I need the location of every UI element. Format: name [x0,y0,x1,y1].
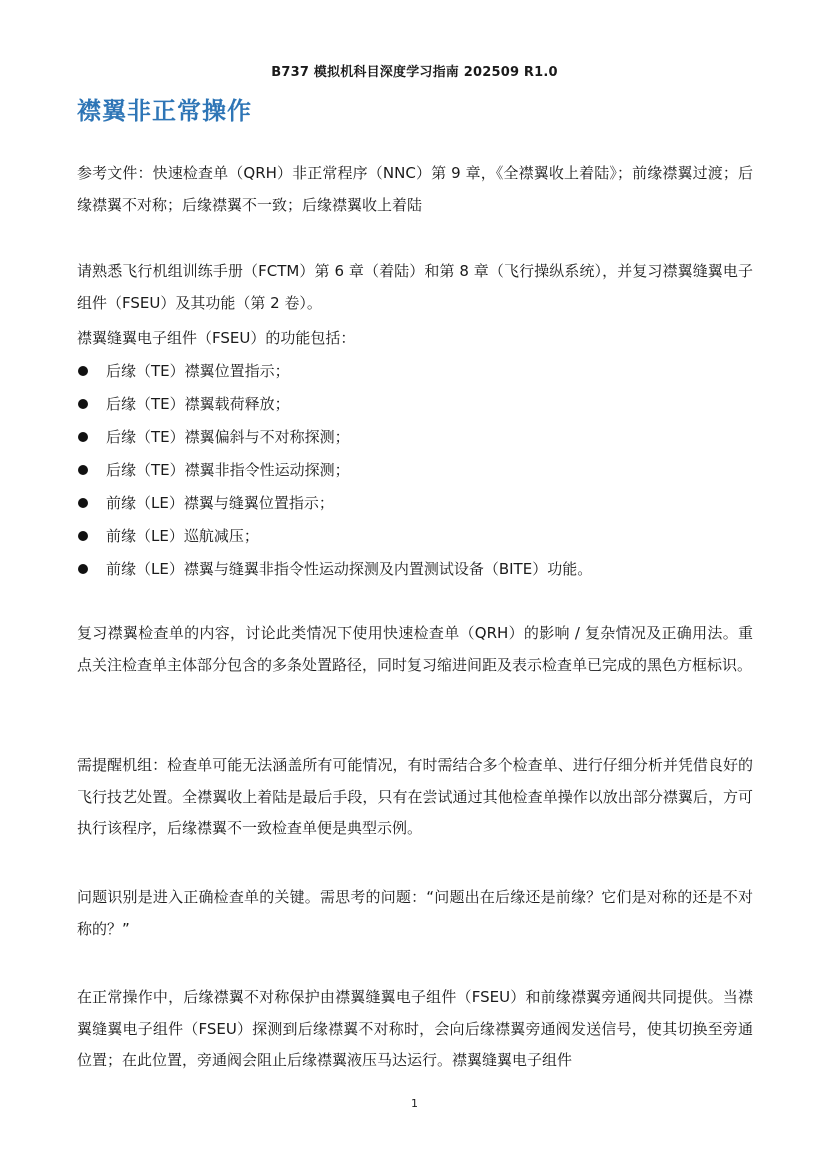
page-header: B737 模拟机科目深度学习指南 202509 R1.0 [271,65,558,80]
list-item-text: 前缘（LE）巡航减压； [106,527,259,545]
list-item [77,553,767,586]
bullet-icon [78,432,88,442]
reference-paragraph: 参考文件：快速检查单（QRH）非正常程序（NNC）第 9 章，《全襟翼收上着陆》；前缘襟翼过渡；后缘襟翼不对称；后缘襟翼不一致；后缘襟翼收上着陆 [77,164,753,214]
list-item [77,421,767,454]
bullet-icon [78,366,88,376]
list-item [77,487,767,520]
page-title: 襟翼非正常操作 [77,97,252,125]
checklist-review-paragraph: 复习襟翼检查单的内容，讨论此类情况下使用快速检查单（QRH）的影响 / 复杂情况及正确用法。重点关注检查单主体部分包含的多条处置路径，同时复习缩进间距及表示检查单已完成的黑色方框标识。 [77,624,753,674]
bullet-icon [78,564,88,574]
list-item-text: 后缘（TE）襟翼载荷释放； [106,395,290,413]
list-item-text: 后缘（TE）襟翼非指令性运动探测； [106,461,350,479]
page-number: 1 [411,1097,418,1110]
list-item [77,520,767,553]
list-item [77,454,767,487]
problem-identification-paragraph: 问题识别是进入正确检查单的关键。需思考的问题：“问题出在后缘还是前缘？它们是对称的还是不对称的？” [77,888,753,938]
list-item-text: 前缘（LE）襟翼与缝翼非指令性运动探测及内置测试设备（BITE）功能。 [106,560,593,578]
familiarize-paragraph: 请熟悉飞行机组训练手册（FCTM）第 6 章（着陆）和第 8 章（飞行操纵系统），并复习襟翼缝翼电子组件（FSEU）及其功能（第 2 卷）。 [77,262,753,312]
list-item [77,355,767,388]
list-item-text: 后缘（TE）襟翼偏斜与不对称探测； [106,428,350,446]
list-item [77,388,767,421]
list-item-text: 前缘（LE）襟翼与缝翼位置指示； [106,494,334,512]
fseu-intro-paragraph: 襟翼缝翼电子组件（FSEU）的功能包括： [77,329,356,347]
bullet-icon [78,399,88,409]
remind-crew-paragraph: 需提醒机组：检查单可能无法涵盖所有可能情况，有时需结合多个检查单、进行仔细分析并凭借良好的飞行技艺处置。全襟翼收上着陆是最后手段，只有在尝试通过其他检查单操作以放出部分襟翼后，方可执行该程序，后缘襟翼不一致检查单便是典型示例。 [77,756,753,837]
bullet-icon [78,531,88,541]
normal-operations-paragraph: 在正常操作中，后缘襟翼不对称保护由襟翼缝翼电子组件（FSEU）和前缘襟翼旁通阀共同提供。当襟翼缝翼电子组件（FSEU）探测到后缘襟翼不对称时，会向后缘襟翼旁通阀发送信号，使其切换至旁通位置；在此位置，旁通阀会阻止后缘襟翼液压马达运行。襟翼缝翼电子组件 [77,988,753,1069]
bullet-icon [78,465,88,475]
fseu-function-list [77,355,767,586]
list-item-text: 后缘（TE）襟翼位置指示； [106,362,290,380]
bullet-icon [78,498,88,508]
